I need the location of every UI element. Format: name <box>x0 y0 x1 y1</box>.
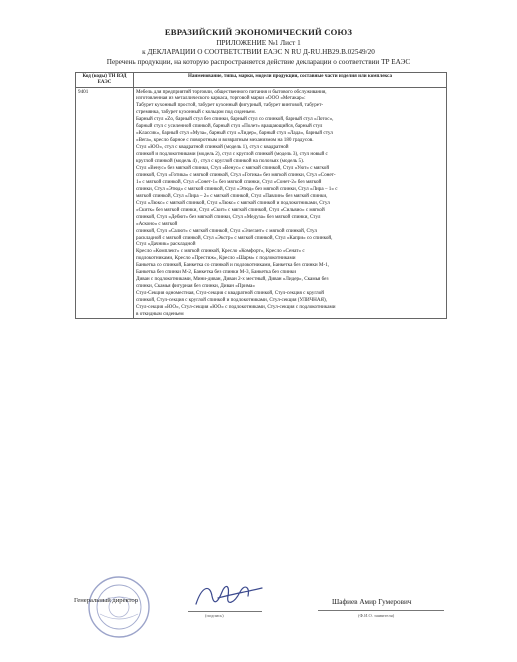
signature-caption: (подпись) <box>205 613 224 618</box>
signatory-name: Шафиев Амир Гумерович <box>332 598 412 606</box>
description-line: барный стул с усиленной спинкой, барный стул «Полет» вращающийся, барный стул <box>136 123 323 130</box>
description-line: изготовленная из металлического каркаса, торговой марки «ООО «Метакар»: <box>136 95 306 102</box>
description-line: Диван с подлокотниками, Мини-диван, Диван 2-х местный, Диван «Лидер», Скамья без <box>136 276 329 283</box>
description-line: Банкетка без спинки М-2, Банкетка без спинки М-3, Банкетка без спинки <box>136 269 296 276</box>
description-line: Стул-секция «ЮО», Стул-секция «ЮО» с подлокотниками, Стул-секция с подлокотниками <box>136 304 336 311</box>
description-line: Стул «Дачник» раскладной <box>136 241 196 248</box>
name-line <box>318 610 444 611</box>
description-line: раскладной с мягкой спинкой, Стул «Экстр» с мягкой спинкой, Стул «Капри» со спинкой, <box>136 234 333 241</box>
description-line: Барный стул «Zo, барный стул без спинки, барный стул со спинкой, барный стул «Лотос», <box>136 116 334 123</box>
description-line: Стул «Венус» без мягкой спинки, Стул «Венус» с мягкой спинкой, Стул «Уют» с мягкой <box>136 164 330 171</box>
appendix-title: ПРИЛОЖЕНИЕ №1 Лист 1 <box>216 39 301 47</box>
description-line: Мебель для предприятий торговли, общественного питания и бытового обслуживания, <box>136 88 327 95</box>
description-line: Банкетка со спинкой, Банкетка со спинкой и подлокотниками, Банкетка без спинки М-1, <box>136 262 330 269</box>
description-line: «Классик», барный стул «Муза», барный стул «Лидер», барный стул «Лада», барный стул <box>136 130 333 137</box>
table-header-row <box>76 73 447 88</box>
name-caption: (Ф.И.О. заявителя) <box>358 613 395 618</box>
list-caption: Перечень продукции, на которую распространяется действие декларации о соответствии ТР ЕАЭС <box>106 58 411 66</box>
signatory-position: Генеральный директор <box>74 597 139 604</box>
company-stamp-icon <box>86 574 152 640</box>
products-table <box>75 72 447 319</box>
description-line: круглой спинкой (модель 4) , стул с круглой спинкой на полозьях (модель 5). <box>136 158 305 165</box>
description-line: 1» с мягкой спинкой, Стул «Сонет-1» без мягкой спинки, Стул «Сонет-2» без мягкой <box>136 178 322 185</box>
description-line: стремянка, табурет кухонный с кольцом под сиденьем. <box>136 109 256 116</box>
description-line: подлокотниками, Кресло «Престиж», Кресло «Шарм» с подлокотниками <box>136 255 296 262</box>
description-line: спинкой, Стул «Дебют» без мягкой спинки, Стул «Медуза» без мягкой спинки, Стул <box>136 213 321 220</box>
table-row <box>76 88 447 319</box>
description-line: Кресло «Комплект» с мягкой спинкой, Кресло «Комфорт», Кресло «Сенат» с <box>136 248 305 255</box>
description-line: спинки, Скамья фигурная без спинки, Диван «Прима» <box>136 283 255 290</box>
description-line: спинкой, Стул-секция с круглой спинкой и подлокотниками, Стул-секция (УЛИЧНАЯ), <box>136 297 327 304</box>
description-line: Стул «ЮО», стул с квадратной спинкой (модель 1), стул с квадратной <box>136 144 289 151</box>
signature-line <box>188 611 262 612</box>
description-line: «Скитк» без мягкой спинки, Стул «Скит» с мягкой спинкой, Стул «Сильвио» с мягкой <box>136 206 325 213</box>
description-line: спинки, Стул «Этюд» с мягкой спинкой, Стул «Этюд» без мягкой спинки, Стул «Лира – 1» с <box>136 185 338 192</box>
description-line: Стул-Секция одноместная, Стул-секция с квадратной спинкой, Стул-секция с круглой <box>136 290 325 297</box>
description-line: спинкой, Стул «Готика» с мягкой спинкой, Стул «Готика» без мягкой спинки, Стул «Сонет- <box>136 171 336 178</box>
description-line: «Асконо» с мягкой <box>136 220 178 227</box>
description-line: Стул «Люкс» с мягкой спинкой, Стул «Люкс» с мягкой спинкой и подлокотниками, Стул <box>136 199 330 206</box>
description-line: мягкой спинкой, Стул «Лира – 2» с мягкой спинкой, Стул «Павлин» без мягкой спинки, <box>136 192 328 199</box>
description-line: спинкой и подлокотниками (модель 2), стул с круглой спинкой (модель 3), стул новый с <box>136 151 328 158</box>
declaration-reference: к ДЕКЛАРАЦИИ О СООТВЕТСТВИИ ЕАЭС N RU Д-RU.HB29.B.02549/20 <box>142 48 375 56</box>
code-column-header: Код (коды) ТН ВЭД ЕАЭС <box>76 73 134 88</box>
description-cell <box>134 88 447 319</box>
union-title: ЕВРАЗИЙСКИЙ ЭКОНОМИЧЕСКИЙ СОЮЗ <box>164 27 353 37</box>
description-line: в откидным сиденьем <box>136 311 184 317</box>
handwritten-signature-icon <box>188 578 266 612</box>
tnved-code-cell: 9401 <box>76 88 134 319</box>
description-column-header: Наименование, типы, марки, модели продукции, составные части изделия или комплекса <box>134 73 447 88</box>
description-line: спинкой, Стул «Салют» с мягкой спинкой, Стул «Элегант» с мягкой спинкой, Стул <box>136 227 317 234</box>
description-line: «Вега», кресло барное с поворотным и возвратным механизмом на 180 градусов. <box>136 137 314 144</box>
description-line: Табурет кухонный простой, табурет кухонный фигурный, табурет винтовой, табурет- <box>136 102 324 109</box>
